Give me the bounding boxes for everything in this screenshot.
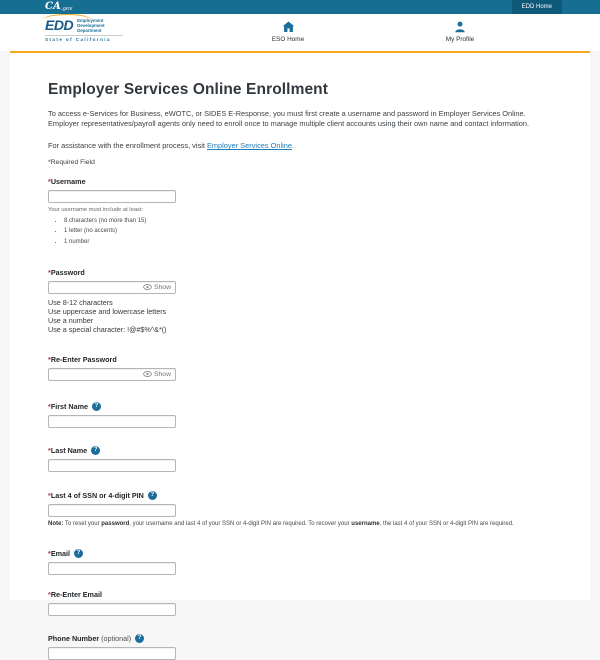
reenter-password-input[interactable] bbox=[49, 369, 143, 380]
phone-help-icon[interactable]: ? bbox=[135, 634, 144, 643]
phone-label: Phone Number (optional) ? bbox=[48, 634, 545, 643]
edd-department-lines: Employment Development Department bbox=[77, 18, 105, 33]
eye-icon bbox=[143, 284, 152, 290]
username-field-group bbox=[48, 177, 545, 245]
ssn-pin-help-icon[interactable]: ? bbox=[148, 491, 157, 500]
edd-state-line: State of California bbox=[45, 35, 123, 42]
reenter-password-label: *Re-Enter Password bbox=[48, 354, 117, 364]
email-field-group bbox=[48, 549, 545, 575]
last-name-help-icon[interactable]: ? bbox=[91, 446, 100, 455]
password-rules: Use 8-12 characters Use uppercase and lowercase letters Use a number Use a special character: !@#$%^&*() bbox=[48, 297, 167, 335]
first-name-label: *First Name ? bbox=[48, 402, 545, 411]
reenter-email-field-group bbox=[48, 590, 545, 616]
ssn-pin-input[interactable] bbox=[48, 504, 176, 517]
home-icon bbox=[253, 20, 323, 33]
reenter-password-field-group bbox=[48, 355, 545, 381]
edd-home-link[interactable]: EDD Home bbox=[512, 0, 562, 14]
email-help-icon[interactable]: ? bbox=[74, 549, 83, 558]
reenter-email-label: *Re-Enter Email bbox=[48, 589, 102, 599]
password-label: *Password bbox=[48, 267, 85, 277]
last-name-field-group bbox=[48, 446, 545, 472]
ca-gov-logo[interactable]: CA.gov bbox=[45, 1, 73, 12]
ssn-pin-label: *Last 4 of SSN or 4-digit PIN ? bbox=[48, 491, 545, 500]
person-icon bbox=[425, 20, 495, 33]
main-content-card bbox=[10, 51, 590, 643]
phone-field-group bbox=[48, 634, 545, 660]
page-title: Employer Services Online Enrollment bbox=[48, 81, 329, 98]
nav-eso-home[interactable]: ESO Home bbox=[253, 20, 323, 43]
edd-acronym: EDD bbox=[45, 17, 74, 33]
first-name-field-group bbox=[48, 402, 545, 428]
nav-my-profile[interactable]: My Profile bbox=[425, 20, 495, 43]
show-reenter-password-button[interactable]: Show bbox=[143, 371, 175, 378]
username-rules: • 8 characters (no more than 15) • 1 letter (no accents) • 1 number bbox=[64, 218, 545, 245]
ssn-pin-field-group bbox=[48, 491, 545, 527]
reenter-email-input[interactable] bbox=[48, 603, 176, 616]
username-label: *Username bbox=[48, 177, 86, 187]
first-name-help-icon[interactable]: ? bbox=[92, 402, 101, 411]
password-input[interactable] bbox=[49, 282, 143, 293]
email-label: *Email ? bbox=[48, 549, 545, 558]
show-password-button[interactable]: Show bbox=[143, 284, 175, 291]
first-name-input[interactable] bbox=[48, 415, 176, 428]
username-input[interactable] bbox=[48, 190, 176, 203]
required-field-note: *Required Field bbox=[48, 159, 95, 167]
assistance-line: For assistance with the enrollment process, visit Employer Services Online. bbox=[48, 141, 295, 151]
ssn-pin-note: Note: To reset your password, your username and last 4 of your SSN or 4-digit PIN are required. To recover your username, the last 4 of your SSN or 4-digit PIN are required. bbox=[48, 520, 514, 527]
email-input[interactable] bbox=[48, 562, 176, 575]
eye-icon bbox=[143, 371, 152, 377]
employer-services-online-link[interactable]: Employer Services Online bbox=[206, 141, 292, 151]
username-hint: Your username must include at least: bbox=[48, 207, 144, 214]
top-utility-bar bbox=[0, 0, 600, 14]
edd-logo[interactable] bbox=[45, 18, 123, 42]
site-header bbox=[0, 14, 600, 51]
password-field-group bbox=[48, 268, 545, 335]
intro-paragraph: To access e-Services for Business, eWOTC, or SIDES E-Response, you must first create a username and password in Employer Services Online. Employer representatives/payroll agents only need to enroll once to manage multiple client accounts using their own name and contact information. bbox=[48, 109, 530, 128]
last-name-input[interactable] bbox=[48, 459, 176, 472]
last-name-label: *Last Name ? bbox=[48, 446, 545, 455]
phone-input[interactable] bbox=[48, 647, 176, 660]
